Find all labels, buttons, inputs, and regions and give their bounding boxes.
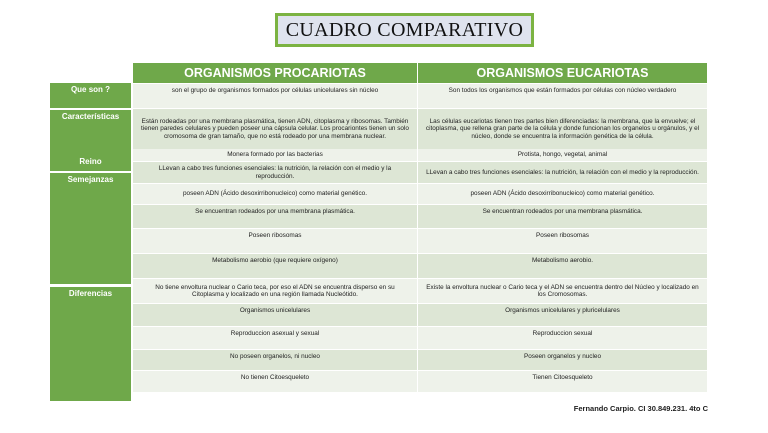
cell-pro-ribosomas: Poseen ribosomas bbox=[133, 229, 417, 253]
page-title: CUADRO COMPARATIVO bbox=[275, 13, 534, 47]
cell-eu-reino: Protista, hongo, vegetal, animal bbox=[418, 149, 707, 161]
section-reino: Reino bbox=[50, 155, 131, 171]
cell-eu-envoltura: Existe la envoltura nuclear o Cario teca y el ADN se encuentra dentro del Núcleo y localizado en los Cromosomas. bbox=[418, 279, 707, 303]
section-que-son: Que son ? bbox=[50, 83, 131, 108]
cell-eu-ribosomas: Poseen ribosomas bbox=[418, 229, 707, 253]
cell-pro-adn: poseen ADN (Ácido desoxirribonucleico) como material genético. bbox=[133, 184, 417, 204]
cell-pro-organelos: No poseen organelos, ni nucleo bbox=[133, 350, 417, 370]
cell-eu-membrana: Se encuentran rodeados por una membrana plasmática. bbox=[418, 205, 707, 228]
cell-pro-celulas: Organismos unicelulares bbox=[133, 304, 417, 326]
header-eucariotas: ORGANISMOS EUCARIOTAS bbox=[418, 63, 707, 83]
cell-eu-caracteristicas: Las células eucariotas tienen tres partes bien diferenciadas: la membrana, que la envuelve; el citoplasma, que rellena gran parte de la célula y donde funcionan los organelos u orgánulos, y el núcleo, donde se encuentra la información genética de la célula. bbox=[418, 109, 707, 149]
cell-pro-envoltura: No tiene envoltura nuclear o Cario teca, por eso el ADN se encuentra disperso en su Citoplasma y localizado en una región llamada Nucleótido. bbox=[133, 279, 417, 303]
cell-eu-celulas: Organismos unicelulares y pluricelulares bbox=[418, 304, 707, 326]
cell-pro-que-son: son el grupo de organismos formados por células unicelulares sin núcleo bbox=[133, 84, 417, 108]
header-procariotas: ORGANISMOS PROCARIOTAS bbox=[133, 63, 417, 83]
cell-pro-reproduccion: Reproduccion asexual y sexual bbox=[133, 327, 417, 349]
cell-pro-funciones: LLevan a cabo tres funciones esenciales: la nutrición, la relación con el medio y la reproducción. bbox=[133, 162, 417, 183]
section-diferencias: Diferencias bbox=[50, 287, 131, 401]
cell-eu-citoesqueleto: Tienen Citoesqueleto bbox=[418, 371, 707, 392]
cell-pro-reino: Monera formado por las bacterias bbox=[133, 149, 417, 161]
cell-pro-caracteristicas: Están rodeadas por una membrana plasmática, tienen ADN, citoplasma y ribosomas. También tienen paredes celulares y pueden poseer una cápsula celular. Los procariontes tienen un solo cromosoma de gran tamaño, que no está rodeado por una membrana nuclear. bbox=[133, 109, 417, 149]
section-semejanzas: Semejanzas bbox=[50, 173, 131, 284]
cell-pro-citoesqueleto: No tienen Citoesqueleto bbox=[133, 371, 417, 392]
cell-pro-metabolismo: Metabolismo aerobio (que requiere oxígeno) bbox=[133, 254, 417, 278]
cell-eu-adn: poseen ADN (Ácido desoxirribonucleico) como material genético. bbox=[418, 184, 707, 204]
cell-eu-que-son: Son todos los organismos que están formados por células con núcleo verdadero bbox=[418, 84, 707, 108]
section-caracteristicas: Características bbox=[50, 110, 131, 155]
cell-eu-metabolismo: Metabolismo aerobio. bbox=[418, 254, 707, 278]
cell-eu-funciones: LLevan a cabo tres funciones esenciales: la nutrición, la relación con el medio y la reproducción. bbox=[418, 162, 707, 183]
author-footer: Fernando Carpio. CI 30.849.231. 4to C bbox=[573, 404, 708, 413]
cell-eu-organelos: Poseen organelos y nucleo bbox=[418, 350, 707, 370]
cell-pro-membrana: Se encuentran rodeados por una membrana plasmática. bbox=[133, 205, 417, 228]
cell-eu-reproduccion: Reproduccion sexual bbox=[418, 327, 707, 349]
